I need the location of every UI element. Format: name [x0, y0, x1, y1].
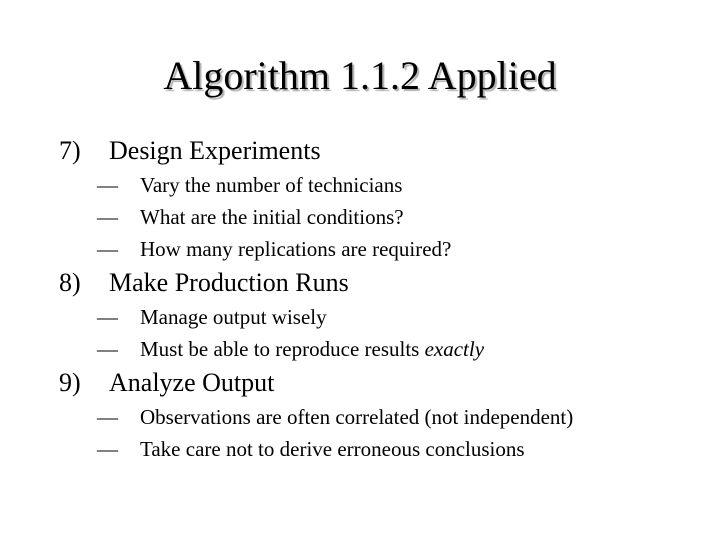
bullet-item: [97, 336, 484, 362]
bullet-dash: —: [97, 237, 118, 261]
bullet-text: Must be able to reproduce results: [140, 337, 425, 361]
bullet-dash: —: [97, 205, 118, 229]
section-8-heading: [59, 268, 349, 298]
bullet-item: [97, 436, 525, 462]
bullet-item: [97, 172, 402, 198]
section-number: 7): [59, 136, 81, 165]
bullet-text: What are the initial conditions?: [140, 205, 404, 229]
bullet-dash: —: [97, 437, 118, 461]
section-number: 8): [59, 268, 81, 297]
section-heading: Analyze Output: [109, 368, 275, 397]
bullet-text: Manage output wisely: [140, 305, 327, 329]
section-9-heading: [59, 368, 274, 398]
bullet-text: How many replications are required?: [140, 237, 452, 261]
bullet-dash: —: [97, 173, 118, 197]
bullet-text: Take care not to derive erroneous conclusions: [140, 437, 525, 461]
bullet-dash: —: [97, 305, 118, 329]
bullet-item: [97, 304, 327, 330]
bullet-dash: —: [97, 337, 118, 361]
slide-title: Algorithm 1.1.2 Applied: [163, 53, 557, 98]
bullet-dash: —: [97, 405, 118, 429]
section-7-heading: [59, 136, 321, 166]
section-heading: Design Experiments: [109, 136, 321, 165]
section-heading: Make Production Runs: [109, 268, 349, 297]
bullet-text: Observations are often correlated (not independent): [140, 405, 574, 429]
bullet-item: [97, 404, 573, 430]
bullet-item: [97, 204, 404, 230]
emphasis-text: exactly: [424, 337, 485, 361]
bullet-text: Vary the number of technicians: [140, 173, 403, 197]
section-number: 9): [59, 368, 81, 397]
bullet-item: [97, 236, 451, 262]
